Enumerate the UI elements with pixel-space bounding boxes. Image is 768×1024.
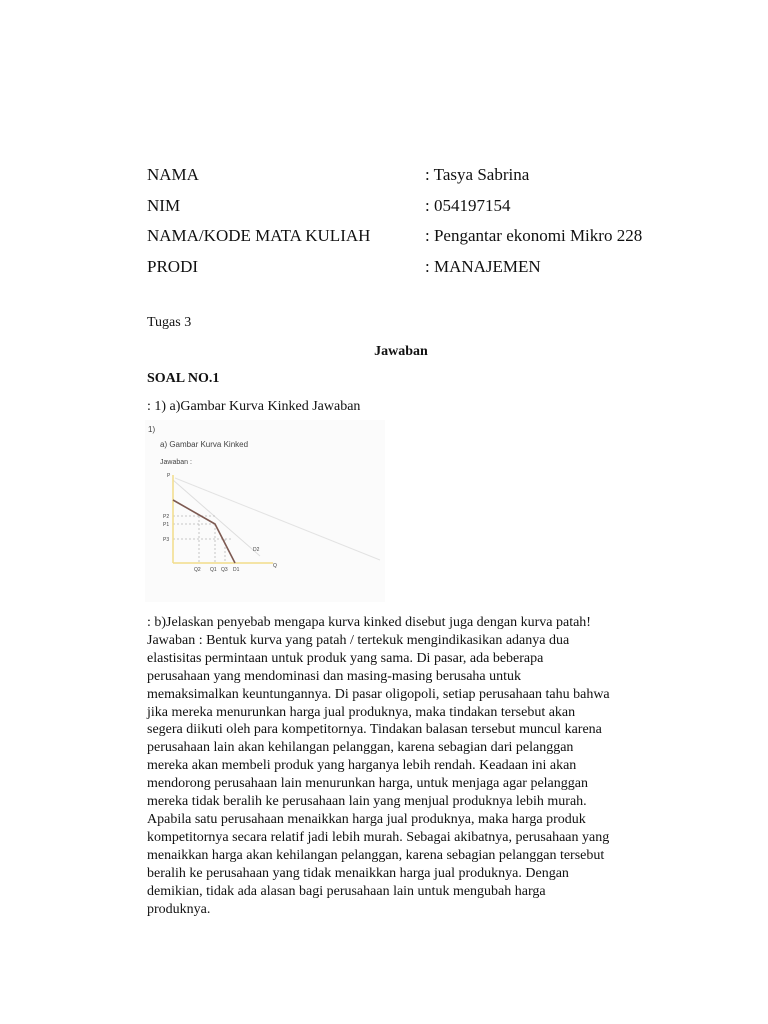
figure-caption: a) Gambar Kurva Kinked bbox=[160, 440, 249, 449]
paragraph-line: mereka tidak beralih ke perusahaan lain yang menjual produknya lebih murah. bbox=[147, 794, 587, 810]
paragraph-line: segera diikuti oleh para kompetitornya. Tindakan balasan tersebut muncul karena bbox=[147, 722, 602, 738]
info-label: PRODI bbox=[147, 256, 199, 276]
answer-heading: Jawaban bbox=[374, 344, 428, 359]
kinked-curve-image bbox=[145, 420, 385, 602]
info-value: : 054197154 bbox=[425, 195, 511, 215]
paragraph-line: elastisitas permintaan untuk produk yang sama. Di pasar, ada beberapa bbox=[147, 650, 544, 666]
paragraph-line: demikian, tidak ada alasan bagi perusahaan lain untuk mengubah harga bbox=[147, 883, 546, 899]
info-label: NIM bbox=[147, 195, 181, 215]
info-value: : MANAJEMEN bbox=[425, 256, 541, 276]
kinked-curve-figure bbox=[145, 420, 385, 602]
paragraph-line: Apabila satu perusahaan menaikkan harga jual produknya, maka harga produk bbox=[147, 811, 586, 827]
paragraph-line: mendorong perusahaan lain menurunkan harga, untuk menjaga agar pelanggan bbox=[147, 776, 588, 792]
paragraph-line: mereka akan membeli produk yang harganya lebih rendah. Keadaan ini akan bbox=[147, 758, 577, 774]
paragraph-line: memaksimalkan keuntungannya. Di pasar oligopoli, setiap perusahaan tahu bahwa bbox=[147, 686, 610, 702]
paragraph-line: jika mereka menurunkan harga jual produknya, maka tindakan tersebut akan bbox=[147, 704, 576, 720]
paragraph-line: : b)Jelaskan penyebab mengapa kurva kinked disebut juga dengan kurva patah! bbox=[147, 615, 591, 630]
info-label: NAMA/KODE MATA KULIAH bbox=[147, 226, 371, 245]
axis-p-label: P bbox=[167, 473, 171, 479]
price-label-p2: P2 bbox=[163, 514, 170, 520]
info-row-nim bbox=[147, 194, 707, 225]
paragraph-line: kompetitornya secara relatif jadi lebih murah. Sebagai akibatnya, perusahaan yang bbox=[147, 829, 610, 845]
info-label: NAMA bbox=[147, 165, 199, 184]
price-label-p3: P3 bbox=[163, 537, 170, 543]
kinked-demand-curve bbox=[173, 500, 235, 563]
student-info-table bbox=[147, 163, 707, 285]
figure-answer-label: Jawaban : bbox=[160, 459, 192, 466]
quantity-label-d1: D1 bbox=[233, 567, 240, 573]
quantity-label-q3: Q3 bbox=[221, 567, 228, 573]
info-row-name bbox=[147, 163, 707, 194]
question-1a-line: : 1) a)Gambar Kurva Kinked Jawaban bbox=[147, 399, 361, 414]
quantity-label-q1: Q1 bbox=[210, 567, 217, 573]
task-label: Tugas 3 bbox=[147, 315, 192, 330]
paragraph-line: menaikkan harga akan kehilangan pelanggan, karena sebagian pelanggan tersebut bbox=[147, 847, 605, 863]
info-row-course bbox=[147, 224, 707, 255]
curve-label-d2: D2 bbox=[253, 547, 260, 553]
info-value: : Tasya Sabrina bbox=[425, 165, 530, 184]
elastic-demand-line bbox=[173, 480, 260, 556]
figure-number: 1) bbox=[148, 425, 156, 434]
question-heading: SOAL NO.1 bbox=[147, 371, 220, 386]
paragraph-line: beralih ke perusahaan yang tidak menaikkan harga jual produknya. Dengan bbox=[147, 865, 569, 881]
price-label-p1: P1 bbox=[163, 522, 170, 528]
paragraph-line: produknya. bbox=[147, 901, 211, 917]
axis-q-label: Q bbox=[273, 563, 277, 569]
paragraph-line: perusahaan lain akan kehilangan pelanggan, karena sebagian dari pelanggan bbox=[147, 740, 574, 756]
paragraph-line: Jawaban : Bentuk kurva yang patah / tertekuk mengindikasikan adanya dua bbox=[147, 632, 570, 648]
answer-paragraph bbox=[147, 614, 667, 918]
paragraph-line: perusahaan yang mendominasi dan masing-masing berusaha untuk bbox=[147, 668, 522, 684]
info-row-program bbox=[147, 255, 707, 286]
quantity-label-q2: Q2 bbox=[194, 567, 201, 573]
info-value: : Pengantar ekonomi Mikro 228 bbox=[425, 226, 643, 245]
